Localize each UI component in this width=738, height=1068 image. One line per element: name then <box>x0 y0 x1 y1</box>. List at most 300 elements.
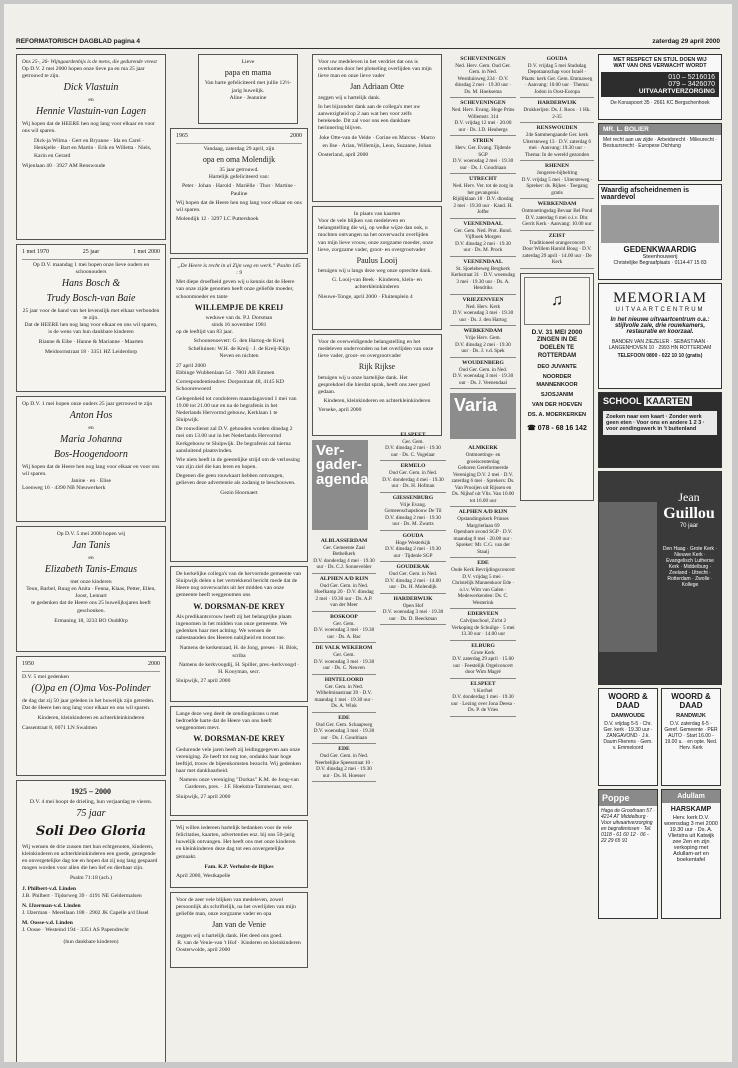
thanks-line: zeggen wij u hartelijk dank. <box>318 94 381 101</box>
ad-title: Waardig afscheidnemen is waardevol <box>601 187 690 201</box>
item-details: Neerbelijke Speesstraat 10 · D.V. dinsdag 2 mei · 19.30 uur · Ds. H. Hoesser <box>314 759 374 779</box>
item-place: ALPHEN A/D RIJN <box>319 575 369 582</box>
item-details: D.V. dinsdag 2 mei · 19.30 uur · Ds. J. v.d. Spek <box>455 341 511 355</box>
poster-choir-3: SJOSJANIM <box>540 391 574 398</box>
poppe-ad <box>598 789 658 919</box>
body-intro: Voor uw medeleven in het verdriet dat ons is overkomen door het plotseling overlijden van mijn lieve man en onze lieve vader <box>318 59 432 80</box>
item-place: ERMELO <box>400 463 426 470</box>
agenda-item <box>380 594 446 625</box>
item-venue: Hoge Westerkijk <box>395 539 431 546</box>
item-venue: D.V. vrijdag 5 mei Stadsdag <box>527 62 587 69</box>
column-5 <box>520 54 594 505</box>
item-place: EDE <box>338 746 350 753</box>
item-place: GOUDA <box>402 532 424 539</box>
item-details: D.V. woensdag 3 mei · 19.30 uur · Ds. C. Neuven <box>313 658 375 672</box>
item-venue: Oude Kerk Bevrijdingsconcert <box>451 567 515 574</box>
person-2: N. IJzerman-v.d. Linden <box>22 902 81 909</box>
item-place: DE VALK WEKEROM <box>315 645 373 652</box>
ad-brand: GEDENKWAARDIG <box>623 245 697 254</box>
varia-list <box>450 443 516 716</box>
memoriam-phone: TELEFOON 0800 - 022 10 10 (gratis) <box>617 353 703 359</box>
item-venue: St. Sjoelebeweg Bergkerk <box>456 265 510 272</box>
column-agenda-mid <box>380 430 446 625</box>
item-place: HINTELOORD <box>324 676 364 683</box>
item-details: Geboren Gereformeerde Vereniging D.V. 2 mei · D.V. zaterdag 6 mei · Sprekers: Ds. Van Prooijen uit Rijssen en Ds. Nijhof uit Vlis. Van 10.00 tot 16.00 uur <box>451 465 515 504</box>
deceased-name: Paulus Looij <box>356 255 398 265</box>
name-1: Anton Hos <box>69 410 113 422</box>
funeral-service-ad <box>598 54 722 120</box>
item-venue: Ger. Gem. <box>333 652 355 659</box>
anniversary-ad-vlastuin <box>16 54 166 240</box>
agenda-item <box>520 54 594 98</box>
body-intro: De kerkelijke collega's van de hervormde gemeente van Sluipwijk delen u het vertrekkend bericht mede dat de Heere nog onverwachts uit het midden van onze gemeente heeft weggenomen ons <box>176 571 302 599</box>
memoriam-address: BANDEN VAN ZIEZELER · SEBASTIAAN · LANGENHOVEN 10 · 2993 HN ROTTERDAM <box>608 339 712 351</box>
name-2: Elizabeth Tanis-Emaus <box>44 564 138 576</box>
person-3: M. Oosse-v.d. Linden <box>22 920 73 927</box>
wish-text: Wij wensen de drie zussen met hun echtgenoten, kinderen, kleinkinderen en achterkleinkinderen een goede, gezegende en onvergetelijke dag toe en hopen dat zij nog lang gespaard mogen worden voor allen die hen lief en dierbaar zijn. <box>22 843 158 872</box>
item-venue: Ontmoetings- en groeiscenterdag <box>465 452 501 465</box>
artist-name <box>659 490 719 529</box>
woord-daad-damwoude <box>598 688 658 786</box>
column-6-ads <box>598 54 722 922</box>
lieve-word: Lieve <box>241 59 255 65</box>
place-date: Sluipwijk, 27 april 2000 <box>176 678 231 685</box>
item-place: GOUDERAK <box>396 564 430 571</box>
item-venue: Ned. Herv. Kerk <box>465 303 501 310</box>
children-list: Peter · Johan · Harold · Mariëlle · Thor · Martine · Pauline <box>181 183 297 197</box>
wish-text: Wij hopen dat de HEERE hen nog lang voor elkaar en voor ons wil sparen. <box>22 120 155 135</box>
lawyer-ad <box>598 123 722 181</box>
body-intro: Met diepe droefheid geven wij u kennis dat de Heere van onze zijde genomen heeft onze geliefde moeder, schoonmoeder en tante <box>176 279 295 300</box>
person-3-addr: J. Oosse · Westeind 194 · 3351 AS Papendrecht <box>22 927 129 934</box>
item-details: D.V. donderdag 1 mei · 19.30 uur · Lezing over Jona Deesa · Ds. P. de Vries <box>451 694 515 714</box>
headstones-image <box>601 205 719 243</box>
agenda-item <box>380 531 446 562</box>
thanks-ad-van-de-venie <box>170 892 308 968</box>
announce-line: Op D.V. 2 mei 2000 hopen onze lieve pa en ma 25 jaar getrouwd te zijn. <box>22 65 145 80</box>
agenda-item <box>312 643 376 674</box>
details: D.V. zaterdag 6-5 · Geref. Gemeente · PER AUTO · Start 16.00 - 19.00 u. · en opte. Ned. Herv. Kerk <box>664 721 718 751</box>
phone-box <box>601 72 719 97</box>
item-details: D.V. woensdag 3 mei · 19.30 uur · Ds. J. Veenendaal <box>452 373 514 386</box>
item-place: GIESSENBURG <box>392 494 434 501</box>
item-place: SCHEVENINGEN <box>460 56 506 62</box>
item-venue: Calvijnschool, Zicht 2 <box>459 618 507 625</box>
children-list: Janine · en · Elise <box>70 478 112 485</box>
agenda-item <box>380 461 446 492</box>
item-place: ALBLASSERDAM <box>320 538 368 544</box>
poster-choir-2: NOORDER MANNENKOOR <box>536 374 578 388</box>
agenda-item <box>450 679 516 717</box>
agenda-item <box>312 536 376 574</box>
item-place: EDERVEEN <box>467 611 499 618</box>
item-place: ALPHEN A/D RIJN <box>458 509 508 516</box>
details: D.V. vrijdag 5-5 · Chr. Ger. kerk · 19.30 uur · ZANGAVOND · J.k. Daum Flierens · Gem. v. Emmeloord <box>603 721 653 751</box>
psalm-ref: Psalm 71:18 (ach.) <box>69 875 113 882</box>
deceased-name: Jan Adriaan Otte <box>350 82 404 92</box>
date-start: 1965 <box>176 133 188 139</box>
signers: Joke Otte-van de Velde · Corine en Marcus · Marco en Ilse · Arian, Willemijn, Leon, Suzanne, Johan <box>319 135 435 149</box>
item-place: ELBURG <box>471 642 495 649</box>
place-date: Oosterland, april 2000 <box>318 151 369 158</box>
item-venue: Ned. Herv. Ver. tot de zorg in het gevangenis <box>452 183 514 196</box>
signers: Kinderen, kleinkinderen en achterkleinkinderen <box>323 398 431 405</box>
date-start: 1950 <box>22 661 34 667</box>
item-details: D.V. woensdag 3 mei · 19.30 uur · Ds. A. Bac <box>313 627 375 640</box>
item-venue: Ger. Gem. Ned. Prot. Bond. Vijfhoek Morgen <box>454 227 512 241</box>
item-venue: Ontmoetingsdag Bevaar Bel Pond <box>521 208 593 215</box>
bible-verse: „De Heere is recht in al Zijn weg en werk.” Psalm 145 : 9 <box>177 263 301 277</box>
agenda-item <box>450 219 516 257</box>
poster-conductor: VAN DER HOEVEN <box>532 401 582 408</box>
item-details: D.V. zaterdag 6 mei o.l.v. Dhr. Gerrit Kerk · Aanvang: 10.00 uur <box>522 214 592 228</box>
poster-speaker: DS. A. MOERKERKEN <box>527 412 587 419</box>
and-word: en <box>88 424 94 431</box>
remark: Wie niets heeft in de geestelijke strijd om de verlossing van zijn ziel die kan leren en hopen. <box>176 456 300 470</box>
vergader-agenda-header: Ver-gader-agenda <box>312 440 368 530</box>
obituary-de-kreij <box>170 258 308 562</box>
signers: Aline · Jeannine <box>229 94 267 101</box>
announce-line: Vandaag, zaterdag 29 april, zijn <box>203 145 275 152</box>
item-venue: Ned. Herv. Gem. Oud Ger. Gem. in Ned. <box>455 62 511 76</box>
name-1: Jan Tanis <box>71 540 111 552</box>
signers: Namens onze vereniging "Dorkas" K.M. de Jong-van Garderen, pres. · J.F. Hoekstra-Tammeraar, secr. <box>179 777 299 791</box>
agenda-item <box>520 98 594 123</box>
item-venue: Oud Ger. Gem. in Ned. <box>319 753 369 760</box>
obituary-dorkas <box>170 706 308 816</box>
thanks-line: zeggen wij u hartelijk dank. Het deed ons goed. <box>176 932 283 939</box>
intro-verse: Ons 25-, 26- Wijngaardenbijs is de mens, die gedurende vreest <box>22 59 157 65</box>
item-venue: Vrije Evang. Gemeenschapsbouw De Til <box>384 501 442 515</box>
item-place: GOUDA <box>546 56 568 62</box>
poster-phone: ☎ 078 - 68 16 142 <box>527 425 587 433</box>
agenda-item <box>312 612 376 643</box>
concert-venues: Den Haag · Grote Kerk · Nieuwe Kerk · Evangelisch Lutherse Kerk · Middelburg · Zeeland · Utrecht · Rotterdam · Zwolle · Kollege <box>662 546 718 588</box>
person-1: J. Philbert-v.d. Linden <box>22 885 76 892</box>
address: Meidoornstraat 18 · 3351 HZ Leiderdorp <box>44 349 138 356</box>
tagline-2: WAT VAN ONS VERWACHT WORDT <box>613 63 707 69</box>
item-place: EDE <box>477 560 489 567</box>
school-title <box>599 393 721 409</box>
item-details: D.V. woensdag 3 mei · 19.30 uur · Ds. J. Goudriaan <box>313 728 375 741</box>
item-details: Door Willem Harold Boog · D.V. zaterdag 29 april · 14.00 uur · De Kerk <box>522 246 592 266</box>
item-place: SCHEVENINGEN <box>460 100 506 107</box>
agenda-item <box>450 358 516 389</box>
item-place: RHENEN <box>545 163 569 170</box>
service-address: De Koraspoort 35 · 2661 KC Bergschenhoek <box>610 100 710 106</box>
item-details: D.V. dinsdag 2 mei · 19.30 uur · Tijdenle SGP <box>385 546 441 559</box>
item-details: D.V. woensdag 3 mei · 19.30 uur · Ds. D. Beeckman <box>382 609 444 622</box>
phone-2: 079 – 3426070 <box>668 81 715 88</box>
woord-daad-ads <box>598 688 722 789</box>
name-line: opa en oma Molendijk <box>202 154 276 164</box>
item-place: HARDERWIJK <box>393 595 433 602</box>
memoriam-ad <box>598 283 722 389</box>
item-place: WOUDENBERG <box>462 359 504 366</box>
wish-text: Wij hopen dat de Heere hen nog lang voor elkaar en voor ons wil sparen. <box>22 463 160 477</box>
item-details: D.V. dinsdag 2 mei · 19.30 uur · Ds. M. Prock <box>455 240 511 254</box>
date-end: 2000 <box>148 661 160 667</box>
item-place: RENSWOUDEN <box>536 125 578 132</box>
school-body: Zoeken naar een kaart · Zonder werk geen eten · Voor ons en andere 1 2 3 · voor zendingswerk in 't buitenland <box>603 411 717 435</box>
agenda-item <box>312 574 376 612</box>
title-line: papa en mama <box>224 68 272 78</box>
person-1-addr: J.B. Philbert · Tijdorweg 39 · 4191 NE Geldermalsen <box>22 892 142 899</box>
memoriam-brand: MEMORIAM <box>613 290 707 306</box>
woord-daad-randwijk <box>661 688 721 786</box>
congrats-line: Hartelijk gefeliciteerd van: <box>208 174 270 181</box>
body-intro: Voor de overweldigende belangstelling en het medeleven ondervonden na het overlijden van onze lieve vader, groot- en overgrootvader <box>318 339 434 360</box>
congrats-ad-papa-mama <box>198 54 298 124</box>
item-place: WERKENDAM <box>463 328 503 335</box>
item-venue: Jongeren-bijbelring <box>536 170 578 177</box>
item-details: D.V. donderdag 4 mei · 19.30 uur · Ds. H. Hofman <box>382 476 444 490</box>
agenda-item <box>312 675 376 713</box>
age-line: op de leeftijd van 83 jaar. <box>176 329 233 336</box>
item-details: Verkoping de Schuilge · 5 mei 13.30 uur · 14.00 uur <box>451 624 515 638</box>
poster-choir-1: DEO JUVANTE <box>537 364 577 371</box>
item-venue: Ger. Gemeente Zaal Bethelkerk <box>323 544 365 558</box>
body-1: 25 jaar voor de hand van het levenslijk met elkaar verbonden te zijn. <box>22 307 160 321</box>
obituary-church-council <box>170 566 308 702</box>
age-label: 75 jaar <box>76 808 106 820</box>
item-details: Rijdijklaan 18 · D.V. dinsdag 2 mei · 19.30 uur · Kand. H. Joffer <box>452 196 514 216</box>
agenda-item <box>450 174 516 218</box>
item-venue: Traditioneel orangeconcert <box>529 239 585 246</box>
item-details: Openbare avond SGP · D.V. maandag 8 mei · 20.00 uur · Spreker: Mr. C.G. van der Staaij <box>453 529 513 555</box>
body-intro: Voor de vele blijken van medeleven en belangstelling die wij, op welke wijze dan ook, u mochten ontvangen na het onverwacht overlijden van mijn lieve vrouw, onze zorgzame moeder, onze lieve, zorgzame vader, groot- en overgrootvader <box>318 218 434 253</box>
column-2 <box>170 54 308 972</box>
family-3: Neven en nichten <box>219 352 259 359</box>
place-date: Oosterwolde, april 2000 <box>176 947 231 954</box>
brand: Poppe <box>599 790 657 806</box>
item-venue: 't Korfsel <box>473 687 493 694</box>
address: Ermaning 18, 3233 BO Oudd0rp <box>54 617 128 624</box>
dates-row <box>22 249 160 260</box>
poster-venue: ZINGEN IN DE DOELEN TE ROTTERDAM <box>536 337 578 359</box>
item-venue: Grote Kerk <box>471 649 495 656</box>
item-details: D.V. dinsdag 2 mei · 19.30 uur · Ds. C. Vogelaar <box>385 445 441 458</box>
deceased-name: Rijk Rijkse <box>358 362 396 372</box>
deceased-name: Jan van de Venie <box>212 920 266 930</box>
agenda-item <box>380 562 446 593</box>
agenda-item <box>520 231 594 269</box>
place-date: Nieuwe-Tonge, april 2000 · Fluitenplein 4 <box>318 293 413 300</box>
name-1: Hans Bosch & <box>61 277 121 289</box>
details: Haga de Groothaan 57 · 4214 AT Middelburg · Voor uitvaartverzorging en begrafenissen · Tel. 0118 - 61 60 12 · 06 - 22 29 65 91 <box>601 808 655 844</box>
item-venue: Ned. Herv. Evang. Hoge Prins Willemstr. 314 <box>451 107 515 120</box>
memorial-stones-ad <box>598 184 722 280</box>
brand: Adullam <box>662 790 720 803</box>
first-name: Jean <box>678 490 700 504</box>
place: Ebbinge Wubbenlaan 54 · 7801 AB Emmen <box>176 370 275 377</box>
name-2: Maria Johanna <box>60 434 122 446</box>
address: Wijenlaan 40 · 3927 AM Renswoude <box>22 162 106 169</box>
children-list: Kinderen, kleinkinderen en achterkleinkinderen <box>37 714 145 721</box>
item-venue: Oud Ger. Gem. in Ned. <box>319 582 369 589</box>
agenda-item <box>450 507 516 558</box>
item-venue: 24e Sammengaande Ger. kerk <box>525 132 589 139</box>
address: Molendijk 12 · 3297 LC Puttershoek <box>176 216 259 222</box>
tagline-1: MET RESPECT EN STIJL DOEN WIJ <box>613 57 707 63</box>
item-place: VRIEZENVEEN <box>462 296 504 303</box>
place: RANDWIJK <box>676 713 706 719</box>
agenda-item <box>450 257 516 295</box>
item-venue: Open Hof <box>402 602 424 609</box>
family-2: Schelluinen: W.H. de Kreij · J. de Kreij-Klijn <box>188 345 290 352</box>
date: 27 april 2000 <box>176 362 206 369</box>
item-details: Hoefkamp 20 · D.V. dinsdag 2 mei · 19.30 uur · Ds. A.P. van der Meer <box>314 589 374 609</box>
item-details: D.V. vrijdag 5 mei · Uitersteweg · Spreker: ds. Rijkes · Toegang gratis <box>521 176 593 196</box>
body-text: Als predikantsvrouw heeft zij het belangrijke plaats ingenomen in het midden van onze gemeente. We gedenken haar met achting. We wensen de nabestaanden des Heeren nabijheid en troost toe. <box>176 613 292 642</box>
item-venue: Vrije Herv. Gem. <box>465 335 501 342</box>
events-list <box>520 54 594 269</box>
item-venue: Oud Ger. Gem. in Ned. <box>388 571 438 578</box>
person-2-addr: J. IJzerman · Merellaan 188 · 2902 JK Capelle a/d IJssel <box>22 910 149 917</box>
address: Loenweg 16 · 4390 NB Nieuwerkerk <box>22 485 106 492</box>
item-venue: Ger. Gem. in Ned. <box>324 683 364 690</box>
lawyer-brand: MR. L. BOLIER <box>599 124 721 135</box>
date-end: 1 mei 2000 <box>133 249 160 255</box>
item-details: D.V. vrijdag 5 mei · Christelijk Mannenkoor Ede · o.l.v. Wim van Galen · Medewerkenden: Ds. C. Westerink <box>451 573 515 606</box>
thanks-ad-verhulst <box>170 820 308 888</box>
body-text: betuigen wij u onze hartelijke dank. Het gesprekdoel die hierdat sprak, heeft ons zeer goed gedaan. <box>318 374 430 396</box>
anniversary-ad-vos <box>16 656 166 776</box>
years: 25 jaar <box>82 249 100 255</box>
thanks-ad-rijkse <box>312 334 442 436</box>
sub-line: met onze kinderen <box>70 578 112 585</box>
column-agenda-right <box>450 54 516 717</box>
years-range: 1925 – 2000 <box>71 787 111 796</box>
soli-deo-gloria: Soli Deo Gloria <box>35 824 147 840</box>
service-name: UITVAARTVERZORGING <box>638 88 715 95</box>
place-date: Sluipwijk, 27 april 2000 <box>176 793 231 800</box>
item-place: ZEIST <box>548 232 566 239</box>
last-name: Guillou <box>663 505 715 522</box>
item-details: Westduinweg 234 · D.V. dinsdag 2 mei · 19.30 uur · Ds. M. Hoeksema <box>454 75 512 95</box>
wish-text: Wij hopen dat de Heere hen nog lang voor elkaar en ons wil sparen. <box>176 199 302 213</box>
body-text: In het bijzonder dank aan de collega's met uw aanwezigheid op 2 aan wat hen voor zelfs betekende. Dit zal voor ons een dankbare herinnering blijven. <box>318 103 421 132</box>
ad-address: Christelijke Begraafplaats · 0114-47 15 83 <box>613 260 707 266</box>
item-details: D.V. woensdag 3 mei · 19.30 uur · Ds. J. den Hartog <box>452 310 514 323</box>
item-venue: Oud Ger. Gem. in Ned. <box>458 366 508 373</box>
thanks-ad-otte <box>312 54 442 202</box>
item-place: ELSPEET <box>400 432 426 438</box>
brand: WOORD & DAAD <box>608 692 648 710</box>
agenda-list-mid <box>380 430 446 625</box>
details: Herv. kerk D.V. woensdag 3 mei 2000 19.30 uur · Ds. A. Vlietstra uit Katwijk zee 2en en zijn verkoping met Adullam-art en boekentafel <box>664 815 718 863</box>
body-text: Voor de zeer vele blijken van medeleven, zowel persoonlijk als schriftelijk, na het overlijden van mijn geliefde man, onze zorgzame vader en opa <box>176 897 296 918</box>
agenda-item <box>450 609 516 640</box>
column-1 <box>16 54 166 1062</box>
concert-poster <box>520 273 594 501</box>
item-place: WERKENDAM <box>537 201 577 208</box>
poster-date: D.V. 31 MEI 2000 <box>531 328 583 336</box>
age-label: 70 jaar <box>679 523 699 529</box>
children-list: Teun, Barbel, Ruug en Anita · Fenna, Klaas, Petter, Ellen, Joost, Lennart <box>26 586 156 600</box>
signers: R. van de Venie-van 't Hof · Kinderen en kleinkinderen <box>177 939 301 946</box>
agenda-item <box>520 123 594 161</box>
agenda-item <box>380 493 446 531</box>
announce-line: D.V. 5 mei gedenken <box>22 673 69 680</box>
signers: G. Looij-van Beek · Kinderen, klein- en achterkleinkinderen <box>332 277 422 291</box>
item-venue: Oud Ger. Gem. Schaapweg <box>315 721 373 728</box>
name-3: Bos-Hoogendoorn <box>54 448 128 460</box>
anniversary-ad-tanis <box>16 526 166 652</box>
bottom-ads <box>598 789 722 922</box>
item-details: D.V. zaterdag 29 april · 15.00 uur · Feestelijk Orgelconcert door Wim Magré <box>452 656 514 676</box>
item-venue: Herv. Ger. Evang. Tijdenle SGP <box>455 145 511 158</box>
wish-text: de dag dat zij 50 jaar geleden in het huwelijk zijn getreden. Dat de Heere hen nog lang voor elkaar en ons wil sparen. <box>22 697 155 711</box>
correspondence: Correspondentieadres: Dorpsstraat 48, 4145 KD Schoonrewoerd <box>176 379 284 393</box>
agenda-list-left <box>312 536 376 782</box>
signature: Gezin Hoornaert <box>220 490 258 497</box>
poster-emblem-icon: ♫ <box>524 277 590 325</box>
header-right: zaterdag 29 april 2000 <box>652 38 720 45</box>
agenda-item <box>450 558 516 609</box>
agenda-item <box>450 98 516 136</box>
place-date: April 2000, Westkapelle <box>176 872 231 879</box>
item-place: UTRECHT <box>469 176 497 183</box>
page-header <box>16 38 720 49</box>
agenda-item <box>520 161 594 199</box>
agenda-item <box>312 744 376 782</box>
portrait-image <box>599 502 657 652</box>
dates-row <box>176 133 302 144</box>
item-place: EDE <box>338 714 350 721</box>
cards-word: KAARTEN <box>645 396 690 406</box>
item-details: D.V. dinsdag 2 mei · 19.30 uur · Ds. M. Zwarts <box>385 514 441 528</box>
agenda-item <box>450 136 516 174</box>
thanks-ad-looij <box>312 206 442 330</box>
agenda-item <box>450 295 516 326</box>
in-place-of-cards: In plaats van kaarten <box>353 211 401 217</box>
and-word: en <box>88 97 94 104</box>
announce-line: Op D.V. 5 mei 2000 hopen wij <box>56 531 126 537</box>
children-list: Dick-ja Wilma · Gert en Bryanne · Ida en Carel · Henkjelle · Bart en Martin · Erik en Willetta · Niels, Karin en Gerard <box>34 138 152 159</box>
widow-of: weduwe van ds. P.J. Dorsman <box>205 315 273 322</box>
and-word: en <box>88 554 94 561</box>
body-text: Wij willen iedereen hartelijk bedanken voor de vele felicitaties, kaarten, advertenties enz. bij ons 50-jarig huwelijk ontvangen. Het heeft ons met onze kinderen en kleinkinderen deze dag tot een onvergetelijke gemaakt. <box>176 825 296 860</box>
item-place: VEENENDAAL <box>463 220 503 227</box>
wish-text: te gedenken dat de Heere ons 25 huwelijksjaren heeft geschonken. <box>31 600 151 614</box>
date-start: 1 mei 1970 <box>22 249 49 255</box>
anniversary-ad-hos <box>16 396 166 522</box>
thanks-line: betuigen wij u langs deze weg onze oprechte dank. <box>318 268 432 275</box>
agenda-item <box>450 443 516 507</box>
signers-2: Namens de kerkvoogdij, H. Spiller, pres.-kerkvoogd · H. Kooyman, secr. <box>178 661 300 675</box>
school-cards-ad <box>598 392 722 468</box>
footer-line: (hun dankbare kinderen) <box>63 938 119 945</box>
body-intro: Lange deze weg deelt de zendingskrans u met bedroefde harte dat de Heere van ons heeft weggenomen mevr. <box>176 711 279 732</box>
item-details: Uitersteweg 13 · D.V. zaterdag 6 mei · Aanvang: 19.30 uur · Thema: In de wereld gezonden <box>522 138 592 158</box>
announce-line: Op D.V. maandag 1 mei hopen onze lieve ouders en schoonouders <box>32 261 150 275</box>
family-name: Fam. K.P. Verhulst-de Bijkes <box>204 863 274 870</box>
body-text: Gedurende vele jaren heeft zij leidinggegeven aan onze vereniging. Ze heeft tot nog toe, ondanks haar hoge leeftijd, trouw de bijeenkomsten bezocht. Wij gedenken haar met dankbaarheid. <box>176 746 301 775</box>
varia-header: Varia <box>450 393 516 439</box>
item-details: Wilhelminastraat 39 · D.V. maandag 1 mei · 19.30 uur · Ds. A. Wink <box>314 690 374 710</box>
wish-text: Van harte gefeliciteerd met jullie 12½-jarig huwelijk. <box>204 80 292 94</box>
item-venue: Oud Ger. Gem. in Ned. <box>388 470 438 477</box>
date-end: 2000 <box>290 133 302 139</box>
anniversary-ad-molendijk <box>170 128 308 254</box>
dates-row <box>22 661 160 672</box>
item-place: ELSPEET <box>470 680 496 687</box>
announce-line: D.V. 4 mei hoopt de drieling, hun verjaardag te vieren. <box>29 799 153 806</box>
agenda-item <box>450 54 516 98</box>
place: DAMWOUDE <box>611 713 645 719</box>
item-place: ALMKERK <box>468 445 498 452</box>
